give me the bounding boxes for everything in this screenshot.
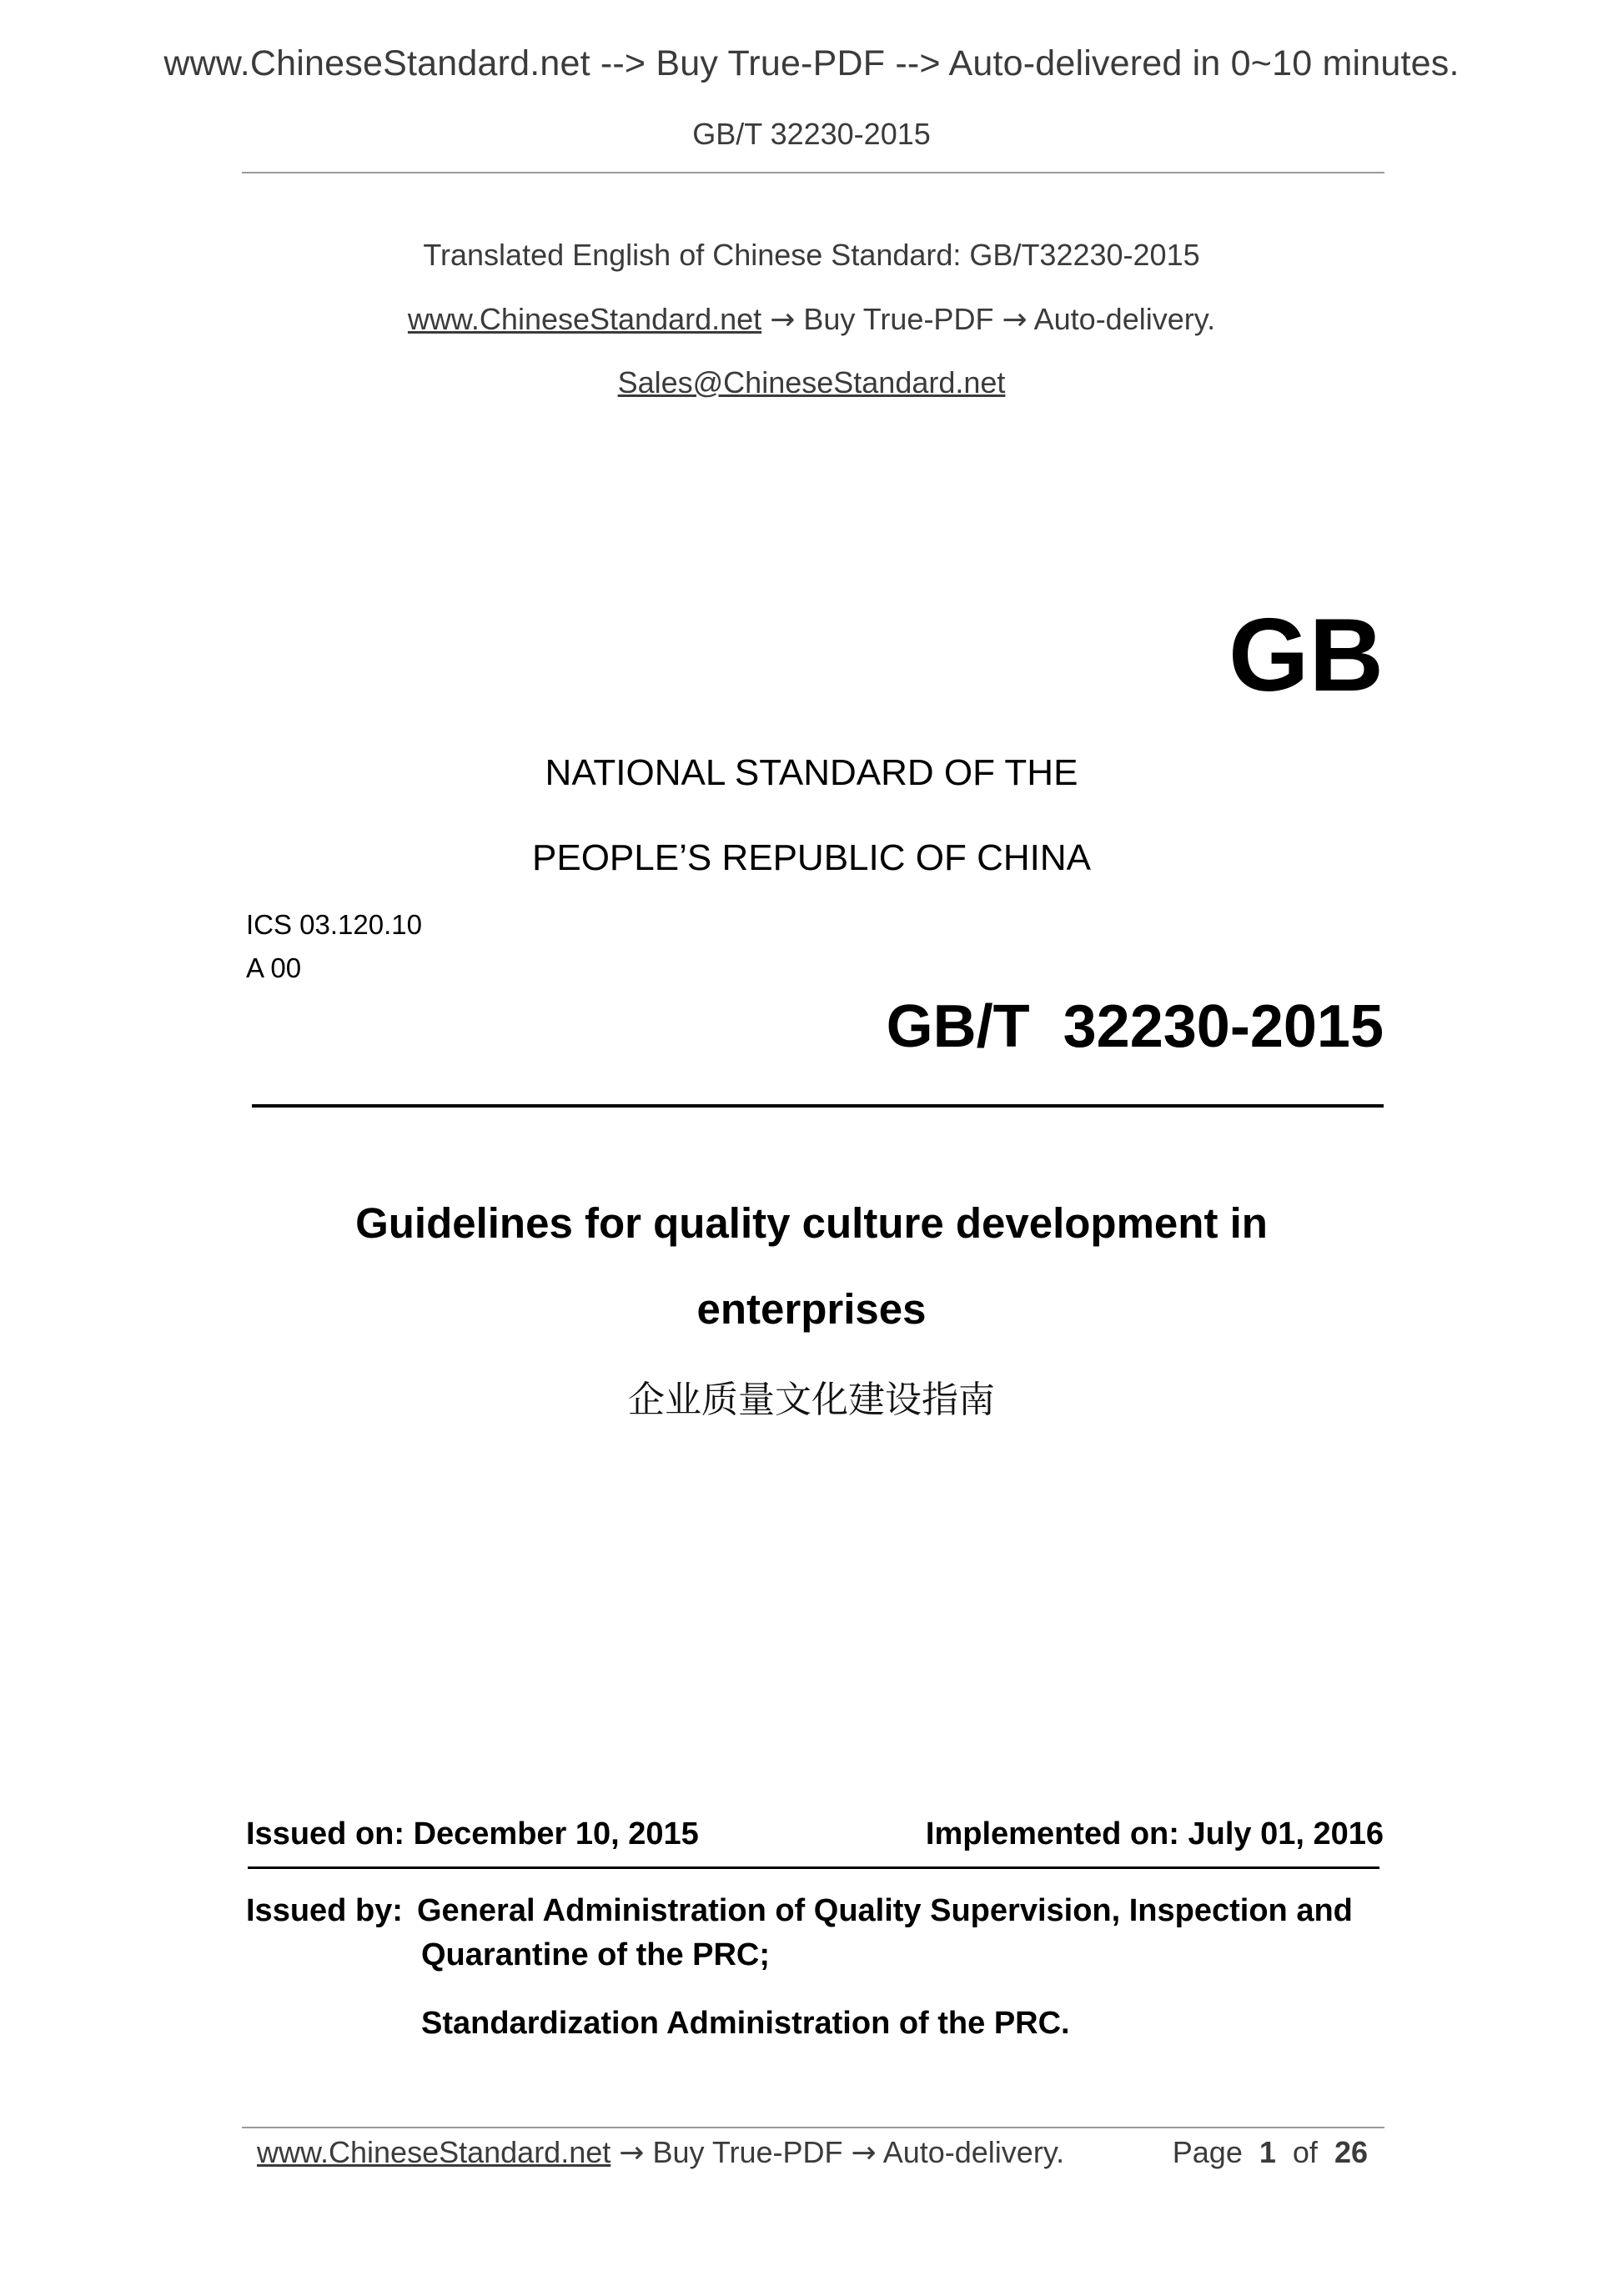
- arrow-right-icon: →: [770, 303, 796, 337]
- title-divider: [252, 1104, 1384, 1108]
- issuer-line-2: Quarantine of the PRC;: [421, 1937, 771, 1972]
- sales-email-link[interactable]: Sales@ChineseStandard.net: [617, 365, 1006, 399]
- delivery-text: Auto-delivery.: [1033, 302, 1216, 336]
- footer-buy-text: Buy True-PDF: [652, 2135, 843, 2169]
- issuer-line-3: Standardization Administration of the PRC.: [421, 2006, 1070, 2041]
- standard-number: GB/T 32230-2015: [886, 993, 1384, 1060]
- document-title-line-1: Guidelines for quality culture development in: [355, 1199, 1268, 1247]
- national-standard-line-1: NATIONAL STANDARD OF THE: [545, 752, 1078, 793]
- gb-logo: GB: [1229, 598, 1384, 713]
- top-banner: www.ChineseStandard.net --> Buy True-PDF --> Auto-delivered in 0~10 minutes.: [163, 43, 1460, 83]
- footer-links: [257, 2135, 1064, 2170]
- arrow-right-icon: →: [1002, 303, 1028, 337]
- issue-divider: [248, 1866, 1379, 1869]
- footer-website-link[interactable]: www.ChineseStandard.net: [257, 2135, 611, 2169]
- document-title-line-2: enterprises: [696, 1285, 927, 1333]
- ccs-code: A 00: [246, 952, 302, 983]
- of-label: of: [1292, 2135, 1318, 2169]
- national-standard-line-2: PEOPLE’S REPUBLIC OF CHINA: [532, 837, 1091, 878]
- page-total: 26: [1334, 2135, 1368, 2169]
- document-title-chinese: 企业质量文化建设指南: [628, 1379, 995, 1421]
- arrow-right-icon: →: [619, 2136, 645, 2170]
- header-standard-code: GB/T 32230-2015: [692, 117, 931, 151]
- issued-on-date: Issued on: December 10, 2015: [246, 1816, 699, 1851]
- ics-code: ICS 03.120.10: [246, 909, 422, 940]
- page-label: Page: [1172, 2135, 1243, 2169]
- buy-text: Buy True-PDF: [803, 302, 994, 336]
- sales-line: [0, 365, 1623, 400]
- page-number: 1: [1259, 2135, 1276, 2169]
- translation-notice: Translated English of Chinese Standard: GB/T32230-2015: [423, 238, 1200, 272]
- website-link[interactable]: www.ChineseStandard.net: [407, 302, 762, 336]
- arrow-right-icon: →: [851, 2136, 877, 2170]
- page-indicator: [1173, 2135, 1368, 2170]
- footer-delivery-text: Auto-delivery.: [882, 2135, 1065, 2169]
- buy-line: [0, 302, 1623, 337]
- issued-by-label: Issued by:: [246, 1893, 403, 1928]
- footer-divider: [242, 2127, 1384, 2128]
- implemented-on-date: Implemented on: July 01, 2016: [925, 1816, 1384, 1851]
- issuer-line-1: General Administration of Quality Supervision, Inspection and: [417, 1893, 1353, 1928]
- header-divider: [242, 172, 1384, 173]
